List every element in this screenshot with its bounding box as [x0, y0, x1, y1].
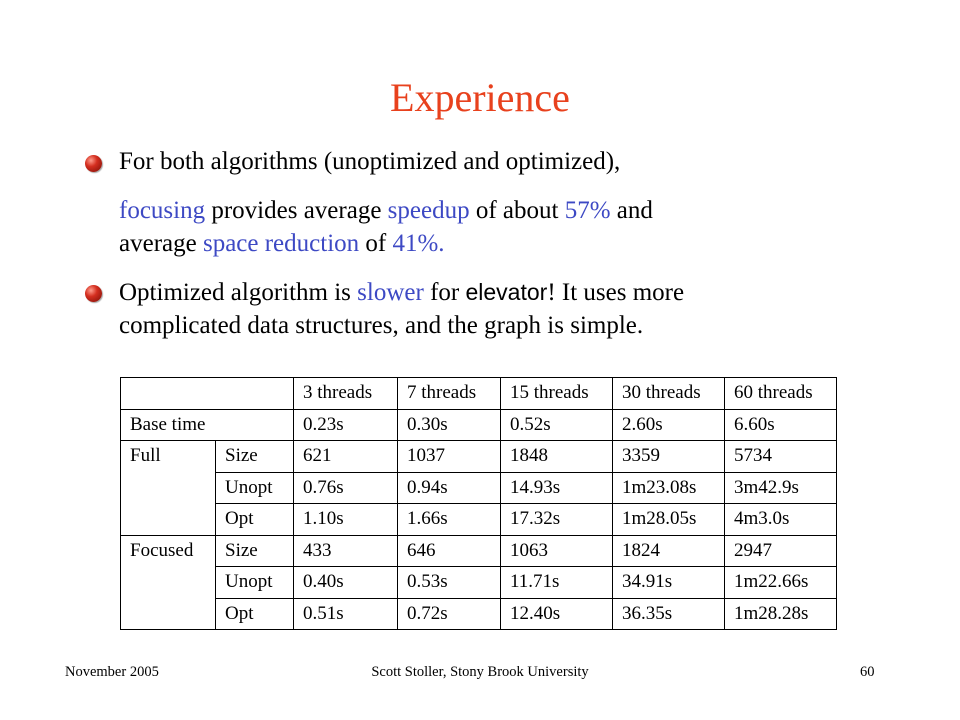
table-cell: 5734 — [725, 441, 837, 473]
table-cell: 11.71s — [501, 567, 613, 599]
table-cell: 2947 — [725, 535, 837, 567]
column-header: 3 threads — [294, 378, 398, 410]
b1l3-run: space reduction — [202, 230, 360, 257]
table-row — [121, 472, 837, 504]
table-cell: 0.72s — [398, 598, 501, 630]
table-cell: 1037 — [398, 441, 501, 473]
bullet-1-icon — [85, 155, 102, 172]
table-cell: 1.10s — [294, 504, 398, 536]
base-time-label: Base time — [121, 409, 294, 441]
column-header: 60 threads — [725, 378, 837, 410]
table-cell: 0.40s — [294, 567, 398, 599]
table-cell: 1m23.08s — [613, 472, 725, 504]
table-row — [121, 441, 837, 473]
table-cell: 3359 — [613, 441, 725, 473]
table-header-row — [121, 378, 837, 410]
footer-page-number: 60 — [860, 664, 875, 680]
table-cell: 12.40s — [501, 598, 613, 630]
column-header: 30 threads — [613, 378, 725, 410]
table-cell: 0.76s — [294, 472, 398, 504]
b2l1-run: for — [423, 279, 466, 306]
bullet-2-line-1 — [119, 276, 899, 309]
metric-label: Opt — [216, 598, 294, 630]
b1l2-run: and — [610, 197, 653, 224]
bullet-1-line-1: For both algorithms (unoptimized and optimized), — [119, 148, 621, 175]
bullet-1-line-2 — [119, 194, 899, 227]
table-cell: 0.52s — [501, 409, 613, 441]
table-cell: 1824 — [613, 535, 725, 567]
table-cell: 433 — [294, 535, 398, 567]
b1l3-run: average — [119, 230, 203, 257]
table-cell: 36.35s — [613, 598, 725, 630]
b2l1-run: slower — [357, 279, 424, 306]
metric-label: Unopt — [216, 567, 294, 599]
table-row — [121, 567, 837, 599]
bullet-2-line-2: complicated data structures, and the graph is simple. — [119, 312, 644, 339]
table-cell: 1.66s — [398, 504, 501, 536]
b1l2-run: provides average — [205, 197, 388, 224]
table-cell: 1063 — [501, 535, 613, 567]
column-header: 15 threads — [501, 378, 613, 410]
table-cell: 0.94s — [398, 472, 501, 504]
table-cell: 0.23s — [294, 409, 398, 441]
performance-table — [120, 377, 837, 630]
group-label: Focused — [121, 535, 216, 630]
table-cell: 6.60s — [725, 409, 837, 441]
table-cell: 0.51s — [294, 598, 398, 630]
table-row — [121, 504, 837, 536]
table-row — [121, 535, 837, 567]
slide-title: Experience — [390, 75, 570, 120]
column-header: 7 threads — [398, 378, 501, 410]
b1l2-run: 57% — [564, 197, 611, 224]
table-cell: 1848 — [501, 441, 613, 473]
table-cell: 621 — [294, 441, 398, 473]
b2l1-run: Optimized algorithm is — [119, 279, 358, 306]
metric-label: Size — [216, 535, 294, 567]
bullet-1-line-3 — [119, 227, 899, 260]
table-cell: 1m22.66s — [725, 567, 837, 599]
table-row — [121, 409, 837, 441]
b1l2-run: focusing — [119, 197, 206, 224]
b1l2-run: of about — [469, 197, 565, 224]
table-cell: 646 — [398, 535, 501, 567]
metric-label: Size — [216, 441, 294, 473]
table-cell: 0.30s — [398, 409, 501, 441]
table-cell: 3m42.9s — [725, 472, 837, 504]
footer-author: Scott Stoller, Stony Brook University — [371, 664, 589, 680]
table-cell: 2.60s — [613, 409, 725, 441]
table-cell: 34.91s — [613, 567, 725, 599]
table-cell: 17.32s — [501, 504, 613, 536]
group-label: Full — [121, 441, 216, 536]
b1l3-run: of — [359, 230, 393, 257]
metric-label: Opt — [216, 504, 294, 536]
bullet-2-icon — [85, 285, 102, 302]
b2l1-run: elevator — [465, 279, 548, 305]
metric-label: Unopt — [216, 472, 294, 504]
table-cell: 14.93s — [501, 472, 613, 504]
table-cell: 1m28.28s — [725, 598, 837, 630]
table-cell: 1m28.05s — [613, 504, 725, 536]
b2l1-run: ! It uses more — [547, 279, 685, 306]
b1l3-run: 41%. — [392, 230, 445, 257]
table-row — [121, 598, 837, 630]
header-blank-cell — [121, 378, 294, 410]
b1l2-run: speedup — [387, 197, 470, 224]
table-cell: 4m3.0s — [725, 504, 837, 536]
footer-date: November 2005 — [65, 664, 159, 680]
table-cell: 0.53s — [398, 567, 501, 599]
